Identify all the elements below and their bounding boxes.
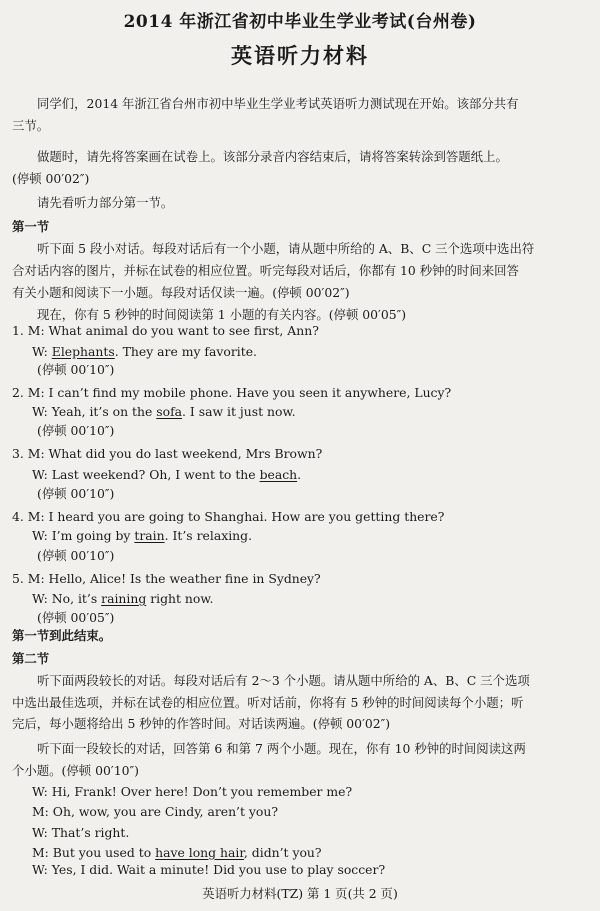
section2-heading: 第二节 (12, 651, 50, 666)
section2-instructions-line-5: 个小题。(停顿 00′10″) (12, 763, 139, 778)
section1-instructions-line-1: 听下面 5 段小对话。每段对话后有一个小题，请从题中所给的 A、B、C 三个选项中选出符 (37, 241, 535, 256)
dialogue-line-4-underlined: have long hair (155, 845, 244, 860)
item-5-man-line: 5. M: Hello, Alice! Is the weather fine in Sydney? (12, 571, 321, 586)
dialogue-line-5: W: Yes, I did. Wait a minute! Did you use to play soccer? (32, 862, 386, 877)
item-2-pause: (停顿 00′10″) (37, 423, 115, 438)
section1-instructions-line-2: 合对话内容的图片，并标在试卷的相应位置。听完每段对话后，你都有 10 秒钟的时间来回答 (12, 263, 519, 278)
item-2-answer: sofa (156, 404, 183, 419)
dialogue-line-1: W: Hi, Frank! Over here! Don’t you remember me? (32, 784, 353, 799)
section1-instructions-line-4: 现在，你有 5 秒钟的时间阅读第 1 小题的有关内容。(停顿 00′05″) (37, 307, 407, 322)
document-title: 2014 年浙江省初中毕业生学业考试(台州卷) (123, 12, 477, 32)
item-5-pause: (停顿 00′05″) (37, 610, 115, 625)
intro-paragraph-1-line-2: 三节。 (12, 118, 50, 133)
intro-paragraph-3: 请先看听力部分第一节。 (37, 195, 174, 210)
item-3-pause: (停顿 00′10″) (37, 486, 115, 501)
section2-instructions-line-4: 听下面一段较长的对话，回答第 6 和第 7 两个小题。现在，你有 10 秒钟的时间阅读这两 (37, 741, 526, 756)
section2-instructions-line-2: 中选出最佳选项，并标在试卷的相应位置。听对话前，你将有 5 秒钟的时间阅读每个小题；听 (12, 695, 524, 710)
item-1-answer: Elephants (51, 344, 115, 359)
item-4-man-line: 4. M: I heard you are going to Shanghai. How are you getting there? (12, 509, 445, 524)
item-1-pause: (停顿 00′10″) (37, 362, 115, 377)
section1-heading: 第一节 (12, 219, 50, 234)
dialogue-line-4: M: But you used to have long hair, didn’t you? (32, 845, 322, 860)
item-1-woman-line: W: Elephants. They are my favorite. (32, 344, 257, 359)
item-2-man-line: 2. M: I can’t find my mobile phone. Have you seen it anywhere, Lucy? (12, 385, 452, 400)
page-footer: 英语听力材料(TZ) 第 1 页(共 2 页) (202, 886, 398, 901)
document-subtitle: 英语听力材料 (231, 44, 369, 68)
dialogue-line-2: M: Oh, wow, you are Cindy, aren’t you? (32, 804, 279, 819)
intro-paragraph-2-line-1: 做题时，请先将答案画在试卷上。该部分录音内容结束后，请将答案转涂到答题纸上。 (37, 149, 508, 164)
item-5-woman-line: W: No, it’s raining right now. (32, 591, 214, 606)
dialogue-line-3: W: That’s right. (32, 825, 130, 840)
section1-end: 第一节到此结束。 (12, 628, 112, 643)
item-3-man-line: 3. M: What did you do last weekend, Mrs Brown? (12, 446, 323, 461)
item-3-woman-line: W: Last weekend? Oh, I went to the beach. (32, 467, 302, 482)
intro-paragraph-2-line-2: (停顿 00′02″) (12, 171, 90, 186)
section2-instructions-line-1: 听下面两段较长的对话。每段对话后有 2～3 个小题。请从题中所给的 A、B、C 三个选项 (37, 673, 530, 688)
item-4-pause: (停顿 00′10″) (37, 548, 115, 563)
item-1-man-line: 1. M: What animal do you want to see first, Ann? (12, 323, 319, 338)
section1-instructions-line-3: 有关小题和阅读下一小题。每段对话仅读一遍。(停顿 00′02″) (12, 285, 350, 300)
intro-paragraph-1-line-1: 同学们，2014 年浙江省台州市初中毕业生学业考试英语听力测试现在开始。该部分共有 (37, 96, 519, 111)
section2-instructions-line-3: 完后，每小题将给出 5 秒钟的作答时间。对话读两遍。(停顿 00′02″) (12, 716, 391, 731)
item-3-answer: beach (259, 467, 298, 482)
item-4-answer: train (134, 528, 165, 543)
item-2-woman-line: W: Yeah, it’s on the sofa. I saw it just now. (32, 404, 296, 419)
item-5-answer: raining (101, 591, 147, 606)
item-4-woman-line: W: I’m going by train. It’s relaxing. (32, 528, 253, 543)
